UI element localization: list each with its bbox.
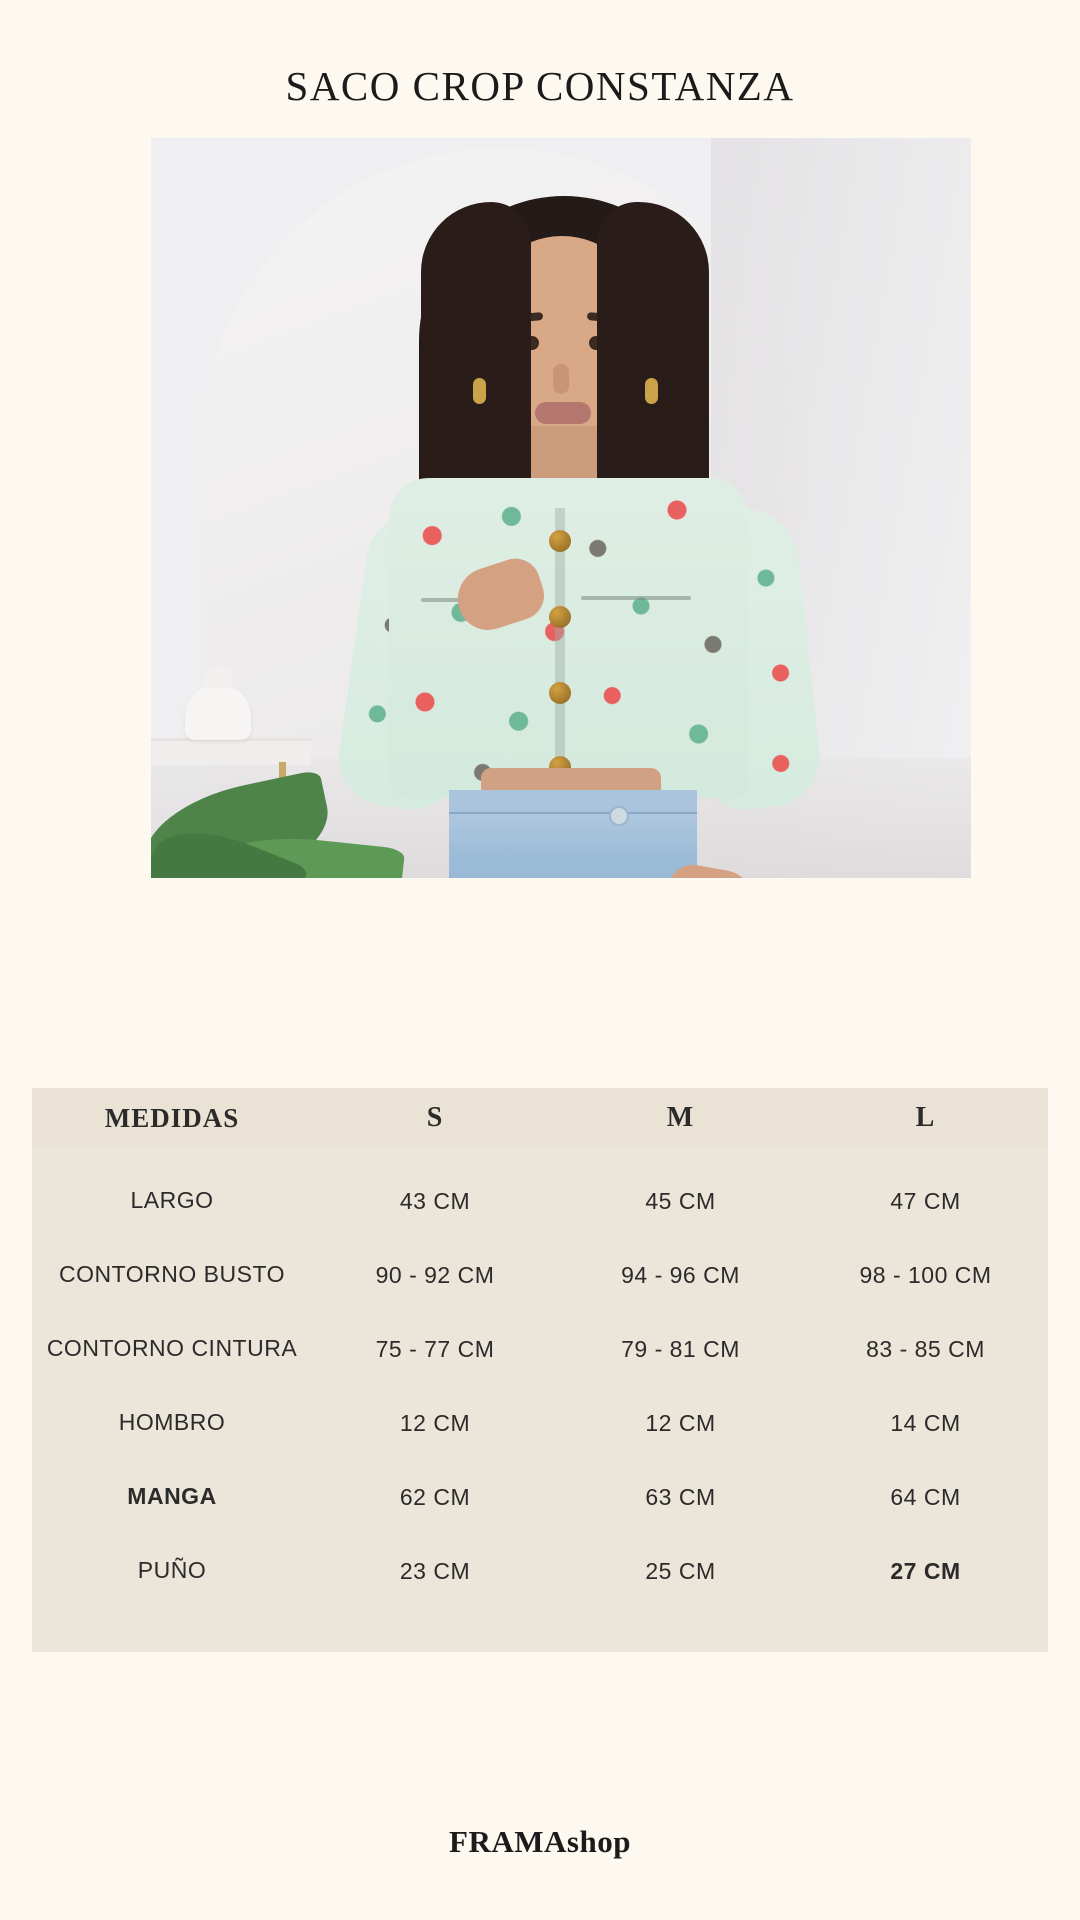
row-value-l: 98 - 100 CM xyxy=(859,1261,992,1288)
row-label: HOMBRO xyxy=(118,1409,226,1436)
row-label: CONTORNO BUSTO xyxy=(59,1261,285,1288)
row-value-l: 14 CM xyxy=(890,1409,961,1436)
page-title: SACO CROP CONSTANZA xyxy=(285,63,795,109)
row-value-s: 75 - 77 CM xyxy=(375,1335,495,1362)
row-value-s: 43 CM xyxy=(399,1187,471,1214)
row-value-s: 12 CM xyxy=(399,1409,471,1436)
column-header-m: M xyxy=(666,1102,695,1133)
earring-left xyxy=(473,378,486,404)
earring-right xyxy=(645,378,658,404)
jeans-button xyxy=(609,806,629,826)
row-value-m: 79 - 81 CM xyxy=(621,1335,740,1362)
column-header-l: L xyxy=(915,1102,936,1133)
side-table xyxy=(151,738,311,765)
size-table-header xyxy=(32,1088,1048,1148)
lamp-top xyxy=(203,666,233,688)
brand-footer: FRAMAshop xyxy=(449,1824,631,1859)
column-header-s: S xyxy=(426,1102,444,1133)
row-label: PUÑO xyxy=(137,1557,207,1584)
table-row xyxy=(32,1534,1048,1608)
jacket-button xyxy=(549,530,571,552)
size-table-body xyxy=(32,1148,1048,1652)
row-value-m: 45 CM xyxy=(645,1187,716,1214)
row-label: CONTORNO CINTURA xyxy=(46,1335,298,1362)
product-photo xyxy=(31,138,1049,878)
row-value-m: 94 - 96 CM xyxy=(621,1261,740,1288)
row-label: MANGA xyxy=(127,1483,217,1510)
lips xyxy=(535,402,591,424)
table-row xyxy=(32,1164,1048,1238)
row-value-s: 23 CM xyxy=(399,1557,471,1584)
row-value-l: 27 CM xyxy=(890,1557,961,1584)
row-value-l: 64 CM xyxy=(890,1483,961,1510)
table-row xyxy=(32,1460,1048,1534)
table-row xyxy=(32,1386,1048,1460)
table-row xyxy=(32,1312,1048,1386)
table-row xyxy=(32,1238,1048,1312)
jacket-button xyxy=(549,606,571,628)
row-value-s: 90 - 92 CM xyxy=(375,1261,495,1288)
nose xyxy=(553,364,569,394)
jacket-button xyxy=(549,682,571,704)
jacket-body xyxy=(389,478,749,798)
row-label: LARGO xyxy=(130,1187,214,1214)
row-value-l: 47 CM xyxy=(890,1187,961,1214)
column-header-measures: MEDIDAS xyxy=(104,1102,240,1133)
row-value-m: 25 CM xyxy=(645,1557,716,1584)
jacket-pocket-flap xyxy=(581,596,691,600)
model-figure xyxy=(301,178,821,878)
row-value-m: 12 CM xyxy=(645,1409,716,1436)
size-table xyxy=(32,1088,1048,1652)
jeans-waistband xyxy=(449,790,697,814)
product-photo-frame xyxy=(151,138,971,878)
row-value-m: 63 CM xyxy=(645,1483,716,1510)
row-value-s: 62 CM xyxy=(399,1483,471,1510)
row-value-l: 83 - 85 CM xyxy=(866,1335,985,1362)
